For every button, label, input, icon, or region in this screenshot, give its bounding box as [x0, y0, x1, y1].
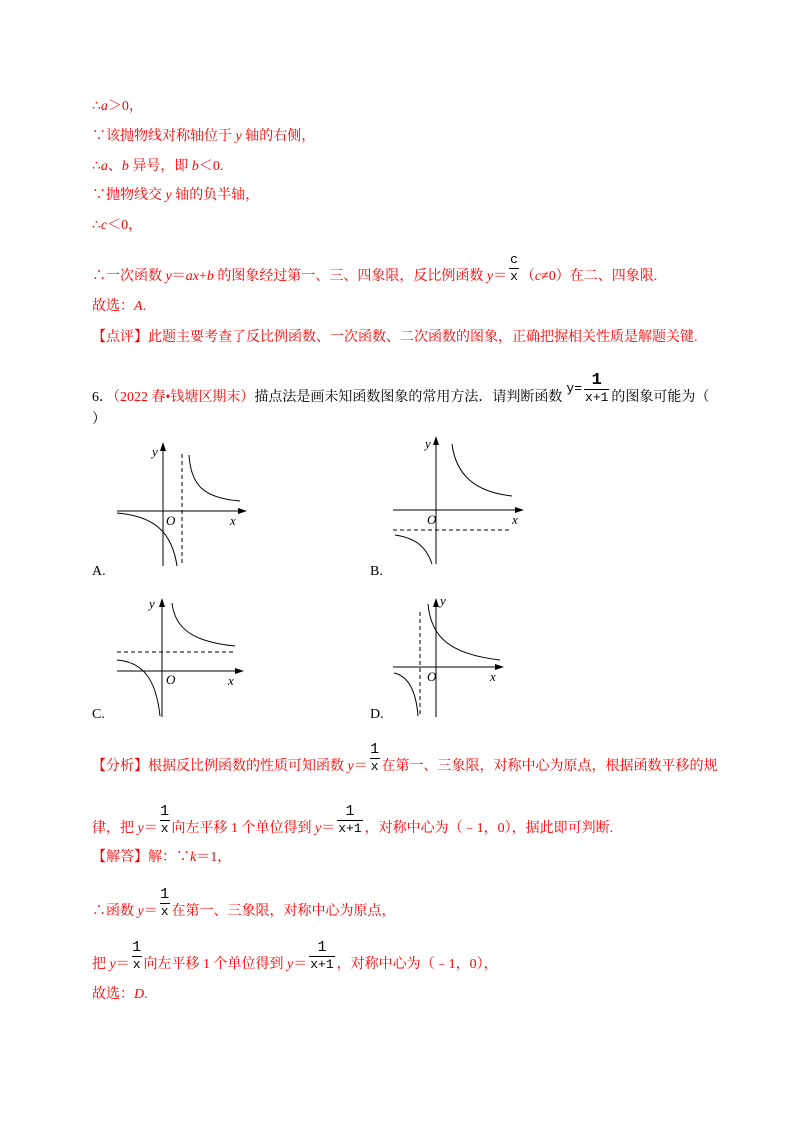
fraction-denominator: x: [510, 269, 518, 284]
x-axis-label: x: [490, 669, 496, 684]
prev-solution-line-6: [92, 252, 658, 287]
variable-k: k: [190, 850, 197, 865]
equals-sign: ＝: [321, 821, 336, 836]
analysis-line-1: [92, 741, 718, 777]
question-close-paren: [92, 410, 106, 430]
fraction-denominator: x+1: [585, 390, 609, 405]
step-text: ∵该抛物线对称轴位于: [92, 129, 236, 144]
step-text: 轴的右侧，: [241, 129, 316, 144]
solution-text: 【解答】解：∵: [92, 850, 190, 865]
fraction-1-over-x-plus-1: [309, 939, 334, 973]
solution-line-2: [92, 886, 396, 922]
solution-text: 把: [92, 957, 110, 972]
fraction-1-over-x-plus-1: [584, 371, 609, 406]
prev-solution-line-2: [92, 127, 315, 147]
step-text: 、: [107, 159, 122, 174]
fraction-numerator: c: [510, 252, 518, 267]
question-stem-end: 的图象可能为（: [611, 390, 710, 405]
fraction-denominator: x: [370, 759, 379, 774]
step-text: 异号，即: [128, 159, 192, 174]
variable-y: y: [165, 188, 172, 203]
solution-line-1: [92, 848, 231, 868]
solution-text: ，对称中心为（﹣1，0），: [336, 957, 498, 972]
variable-a: a: [100, 159, 108, 174]
y-axis-label: y: [425, 436, 431, 451]
question-stem: 描点法是画未知函数图象的常用方法．请判断函数: [254, 390, 563, 405]
fraction-denominator: x: [160, 904, 169, 919]
answer-period: .: [142, 299, 147, 314]
fraction-denominator: x: [160, 821, 169, 836]
variable-c: c: [100, 218, 108, 233]
prev-solution-answer: [92, 297, 146, 317]
curve-branch-lower-left: [394, 673, 418, 716]
step-text: ∵抛物线交: [92, 188, 166, 203]
solution-text: ＝1，: [196, 850, 232, 865]
variable-y: y: [287, 957, 294, 972]
close-paren: ）: [92, 412, 106, 427]
paren-open: （: [520, 269, 535, 284]
solution-line-3: [92, 939, 498, 975]
step-text: ＜0，: [107, 218, 143, 233]
fraction-numerator: 1: [160, 803, 170, 820]
curve-branch-lower-left: [117, 660, 160, 716]
fraction-denominator: x+1: [338, 821, 362, 836]
analysis-text: 向左平移 1 个单位得到: [171, 821, 316, 836]
y-axis-arrow: [160, 442, 166, 451]
fraction-numerator: 1: [345, 803, 355, 820]
fraction-1-over-x: [160, 886, 170, 920]
answer-prefix: 故选：: [92, 299, 134, 314]
fraction-numerator: 1: [370, 741, 380, 758]
option-b-label: B.: [370, 564, 383, 579]
equals-sign: ＝: [293, 957, 308, 972]
analysis-line-2: [92, 803, 614, 839]
answer-period: .: [144, 987, 148, 1002]
origin-label: O: [427, 669, 437, 684]
analysis-text: 在第一、三象限，对称中心为原点，根据函数平移的规: [381, 759, 718, 774]
question-number: 6．: [92, 390, 113, 405]
question-line: [92, 371, 710, 405]
solution-text: 向左平移 1 个单位得到: [143, 957, 288, 972]
fraction-numerator: 1: [160, 886, 170, 903]
y-axis-arrow: [159, 598, 165, 607]
variable-c: c: [534, 269, 542, 284]
variable-y: y: [486, 269, 494, 284]
variable-b: b: [121, 159, 129, 174]
answer-choice: D: [134, 987, 145, 1002]
analysis-text: ，对称中心为（﹣1，0），据此即可判断.: [364, 821, 614, 836]
step-text: ＞0，: [107, 99, 143, 114]
origin-label: O: [166, 672, 176, 687]
option-d-graph: [380, 590, 520, 725]
variable-a: a: [100, 99, 108, 114]
plus-sign: +: [198, 269, 207, 284]
equals-sign: ＝: [143, 821, 158, 836]
variable-y: y: [235, 129, 242, 144]
variable-b: b: [191, 159, 199, 174]
fraction-numerator: 1: [317, 939, 327, 956]
analysis-text: 【分析】根据反比例函数的性质可知函数: [92, 759, 348, 774]
option-c-label: C.: [92, 707, 105, 722]
origin-label: O: [427, 512, 437, 527]
solution-text: 在第一、三象限，对称中心为原点，: [171, 904, 396, 919]
y-axis-label: y: [440, 593, 446, 608]
answer-prefix: 故选：: [92, 987, 134, 1002]
curve-branch-upper-right: [189, 455, 240, 501]
y-axis-label: y: [149, 596, 155, 611]
prev-solution-line-5: [92, 216, 142, 236]
fraction-denominator: x: [132, 957, 141, 972]
equals-sign: ＝: [353, 759, 368, 774]
variable-y: y: [165, 269, 172, 284]
x-axis-label: x: [512, 512, 518, 527]
step-text: 的图象经过第一、三、四象限，反比例函数: [213, 269, 487, 284]
equals-sign: ＝: [171, 269, 186, 284]
question-source: （2022 春•钱塘区期末）: [113, 390, 255, 405]
step-text: ≠0）在二、四象限.: [541, 269, 658, 284]
variable-y: y: [109, 957, 116, 972]
equals-sign: ＝: [493, 269, 508, 284]
x-axis-arrow: [235, 668, 244, 674]
fraction-c-over-x: [509, 252, 519, 285]
fraction-numerator: 1: [591, 371, 602, 390]
prev-solution-line-1: [92, 97, 143, 117]
y-axis-arrow: [433, 436, 439, 445]
fraction-1-over-x: [132, 939, 142, 973]
function-lhs: y=: [566, 381, 583, 396]
curve-branch-upper-right: [428, 604, 500, 660]
step-text: 轴的负半轴，: [171, 188, 260, 203]
curve-branch-upper-right: [172, 603, 235, 646]
option-a-label: A.: [92, 564, 106, 579]
variable-y: y: [315, 821, 322, 836]
variable-ax: ax: [185, 269, 199, 284]
solution-text: ∴函数: [92, 904, 138, 919]
prev-solution-line-3: [92, 157, 223, 177]
step-text: ＜0.: [198, 159, 224, 174]
x-axis-label: x: [228, 673, 234, 688]
prev-solution-line-4: [92, 186, 259, 206]
y-axis-arrow: [433, 598, 439, 607]
y-axis-label: y: [152, 444, 158, 459]
option-c-graph: [100, 590, 260, 725]
option-d-label: D.: [370, 707, 384, 722]
x-axis-label: x: [230, 513, 236, 528]
fraction-denominator: x+1: [310, 957, 334, 972]
comment-text: 【点评】此题主要考查了反比例函数、一次函数、二次函数的图象，正确把握相关性质是解题关键.: [92, 330, 698, 345]
variable-y: y: [137, 821, 144, 836]
fraction-1-over-x: [160, 803, 170, 837]
answer-choice: A: [134, 299, 143, 314]
analysis-text: 律，把: [92, 821, 138, 836]
fraction-1-over-x: [370, 741, 380, 775]
solution-answer: [92, 985, 148, 1005]
x-axis-arrow: [238, 508, 247, 514]
therefore-sign: ∴: [92, 99, 101, 114]
variable-y: y: [347, 759, 354, 774]
fraction-1-over-x-plus-1: [337, 803, 362, 837]
curve-branch-upper-right: [452, 444, 512, 496]
step-text: ∴一次函数: [92, 269, 166, 284]
prev-solution-comment: [92, 328, 698, 348]
therefore-sign: ∴: [92, 218, 101, 233]
x-axis-arrow: [495, 664, 504, 670]
variable-b: b: [206, 269, 214, 284]
origin-label: O: [166, 513, 176, 528]
equals-sign: ＝: [115, 957, 130, 972]
equals-sign: ＝: [143, 904, 158, 919]
variable-y: y: [137, 904, 144, 919]
therefore-sign: ∴: [92, 159, 101, 174]
option-b-graph: [380, 430, 540, 572]
option-a-graph: [100, 430, 260, 572]
curve-branch-lower-left: [395, 535, 432, 564]
fraction-numerator: 1: [132, 939, 142, 956]
